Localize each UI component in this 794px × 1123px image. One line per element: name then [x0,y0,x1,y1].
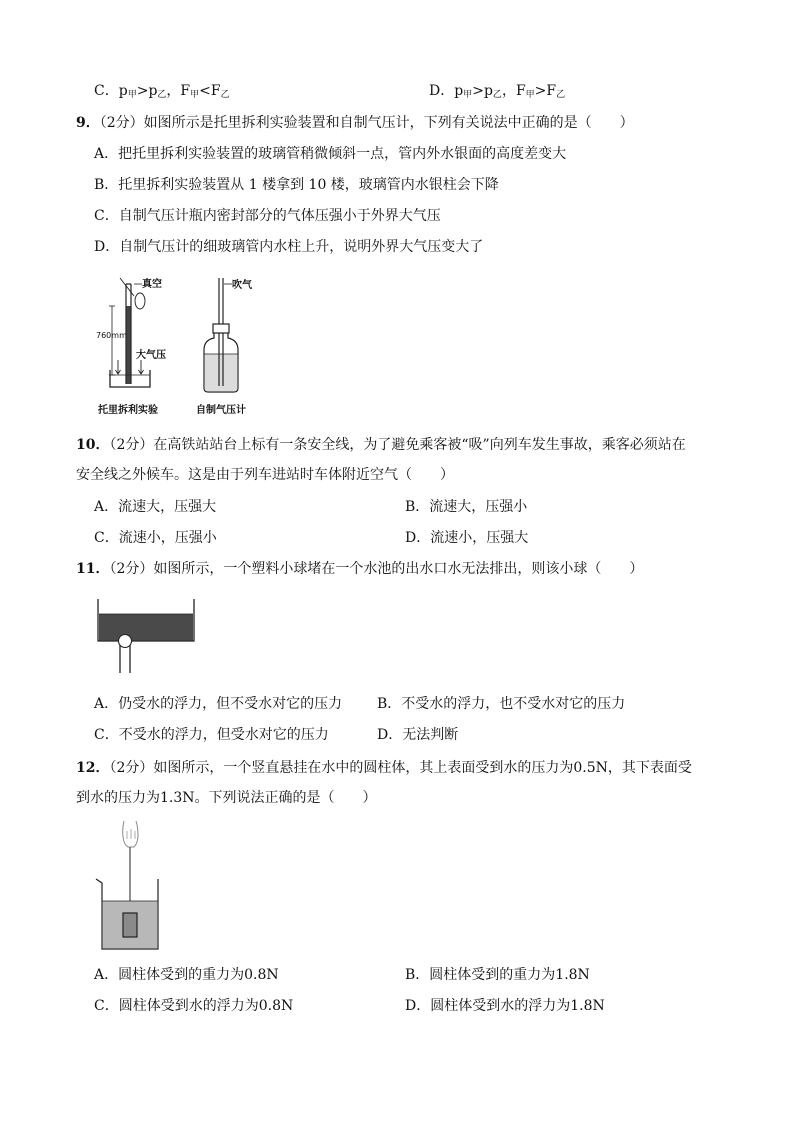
homemade-barometer [204,278,238,392]
question-12-option-b: B．圆柱体受到的重力为1.8N [405,967,590,983]
water-tank [98,599,194,673]
question-12-figure [94,817,166,957]
question-11-number: 11． [76,561,110,577]
question-12-option-d: D．圆柱体受到水的浮力为1.8N [405,998,605,1014]
question-9-option-d: D．自制气压计的细玻璃管内水柱上升，说明外界大气压变大了 [94,239,484,255]
question-12-option-a: A．圆柱体受到的重力为0.8N [94,967,279,983]
question-11-option-a: A．仍受水的浮力，但不受水对它的压力 [94,696,343,712]
question-9-stem: 9．（2分）如图所示是托里拆利实验装置和自制气压计，下列有关说法中正确的是（ ） [76,115,634,131]
question-11-stem: 11．（2分）如图所示，一个塑料小球堵在一个水池的出水口水无法排出，则该小球（ ） [76,561,644,577]
question-9-option-a: A．把托里拆利实验装置的玻璃管稍微倾斜一点，管内外水银面的高度差变大 [94,146,567,162]
question-9-option-c: C．自制气压计瓶内密封部分的气体压强小于外界大气压 [94,208,441,224]
question-11-option-c: C．不受水的浮力，但受水对它的压力 [94,727,329,743]
question-9-option-b: B．托里拆利实验装置从 1 楼拿到 10 楼，玻璃管内水银柱会下降 [94,177,499,193]
vacuum-label: 真空 [142,279,162,290]
prev-option-c: C．$p_甲>p_乙$，$F_甲<F_乙$ [94,83,230,100]
prev-option-d: D．$p_甲>p_乙$，$F_甲>F_乙$ [429,83,566,100]
question-11-option-d: D．无法判断 [377,727,459,743]
question-10-option-c: C．流速小，压强小 [94,530,217,546]
atmospheric-pressure-label: 大气压 [136,350,166,361]
barometer-caption: 自制气压计 [196,405,246,416]
blow-label: 吹气 [232,280,252,291]
question-10-option-b: B．流速大，压强小 [405,499,528,515]
question-12-number: 12． [76,760,110,776]
torricelli-caption: 托里拆利实验 [98,405,158,416]
question-10-stem-line-1: 10．（2分）在高铁站站台上标有一条安全线，为了避免乘客被“吸”向列车发生事故，乘客必须站在 [76,437,686,453]
question-9-number: 9． [76,115,100,131]
question-12-stem-line-2: 到水的压力为1.3N。下列说法正确的是（ ） [76,790,377,806]
question-12-option-c: C．圆柱体受到水的浮力为0.8N [94,998,294,1014]
question-9-figure [96,274,266,420]
height-label: 760mm [96,331,127,340]
question-10-option-d: D．流速小，压强大 [405,530,529,546]
question-10-option-a: A．流速大，压强大 [94,499,217,515]
question-12-stem-line-1: 12．（2分）如图所示，一个竖直悬挂在水中的圆柱体，其上表面受到水的压力为0.5N，其下表面受 [76,760,692,776]
beaker-with-cylinder [96,821,158,949]
question-10-number: 10． [76,437,110,453]
question-10-stem-line-2: 安全线之外候车。这是由于列车进站时车体附近空气（ ） [76,467,454,483]
question-11-figure [96,597,198,677]
question-11-option-b: B．不受水的浮力，也不受水对它的压力 [377,696,626,712]
